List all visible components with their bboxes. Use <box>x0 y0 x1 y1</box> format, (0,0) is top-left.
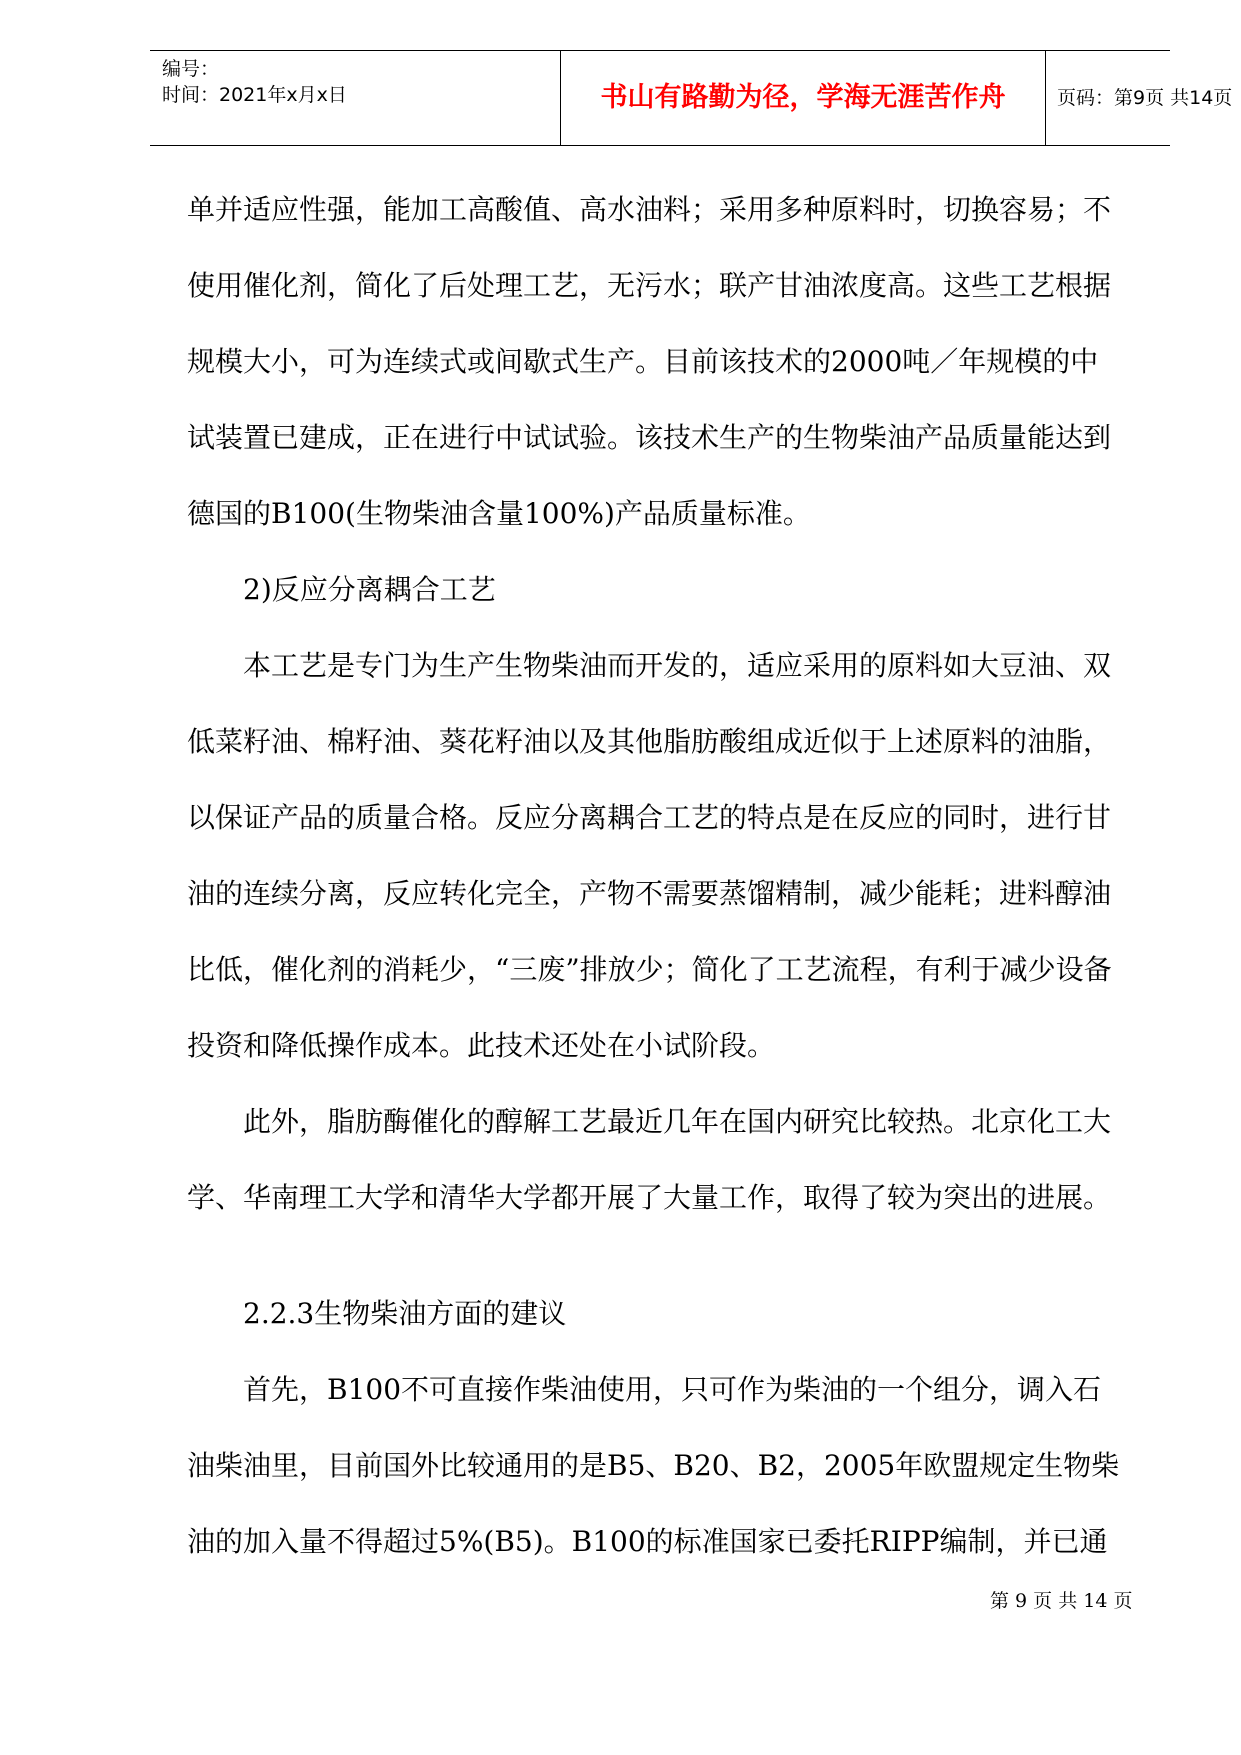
paragraph-gap <box>187 1236 1152 1276</box>
body-line: 规模大小，可为连续式或间歇式生产。目前该技术的2000吨／年规模的中 <box>187 345 1099 378</box>
section-heading: 2)反应分离耦合工艺 <box>243 573 496 606</box>
doc-number-label: 编号： <box>162 58 220 80</box>
page-footer: 第 9 页 共 14 页 <box>990 1590 1133 1612</box>
body-line: 此外，脂肪酶催化的醇解工艺最近几年在国内研究比较热。北京化工大 <box>243 1105 1112 1138</box>
body-line: 油的连续分离，反应转化完全，产物不需要蒸馏精制，减少能耗；进料醇油 <box>187 877 1112 910</box>
header-motto-cell <box>560 51 1046 145</box>
header-motto: 书山有路勤为径，学海无涯苦作舟 <box>600 82 1006 113</box>
body-line: 投资和降低操作成本。此技术还处在小试阶段。 <box>187 1029 776 1062</box>
body-line: 油的加入量不得超过5%(B5)。B100的标准国家已委托RIPP编制，并已通 <box>187 1525 1108 1558</box>
body-line: 油柴油里，目前国外比较通用的是B5、B20、B2，2005年欧盟规定生物柴 <box>187 1449 1120 1482</box>
body-line: 本工艺是专门为生产生物柴油而开发的，适应采用的原料如大豆油、双 <box>243 649 1112 682</box>
body-line: 使用催化剂，简化了后处理工艺，无污水；联产甘油浓度高。这些工艺根据 <box>187 269 1112 302</box>
body-line: 试装置已建成，正在进行中试试验。该技术生产的生物柴油产品质量能达到 <box>187 421 1112 454</box>
body-line: 比低，催化剂的消耗少，“三废”排放少；简化了工艺流程，有利于减少设备 <box>187 953 1112 986</box>
body-line: 德国的B100(生物柴油含量100%)产品质量标准。 <box>187 497 811 530</box>
body-line: 单并适应性强，能加工高酸值、高水油料；采用多种原料时，切换容易；不 <box>187 193 1112 226</box>
body-line: 首先，B100不可直接作柴油使用，只可作为柴油的一个组分，调入石 <box>243 1373 1102 1406</box>
header-meta <box>162 51 558 145</box>
header-page-cell <box>1045 51 1233 145</box>
body-line: 学、华南理工大学和清华大学都开展了大量工作，取得了较为突出的进展。 <box>187 1181 1112 1214</box>
body-line: 以保证产品的质量合格。反应分离耦合工艺的特点是在反应的同时，进行甘 <box>187 801 1112 834</box>
header-page-code: 页码：第9页 共14页 <box>1057 87 1233 109</box>
section-heading: 2.2.3生物柴油方面的建议 <box>243 1297 567 1330</box>
body-line: 低菜籽油、棉籽油、葵花籽油以及其他脂肪酸组成近似于上述原料的油脂， <box>187 725 1112 758</box>
page-header <box>150 50 1233 146</box>
doc-time-label: 时间：2021年x月x日 <box>162 84 347 106</box>
document-body <box>187 172 1152 1580</box>
